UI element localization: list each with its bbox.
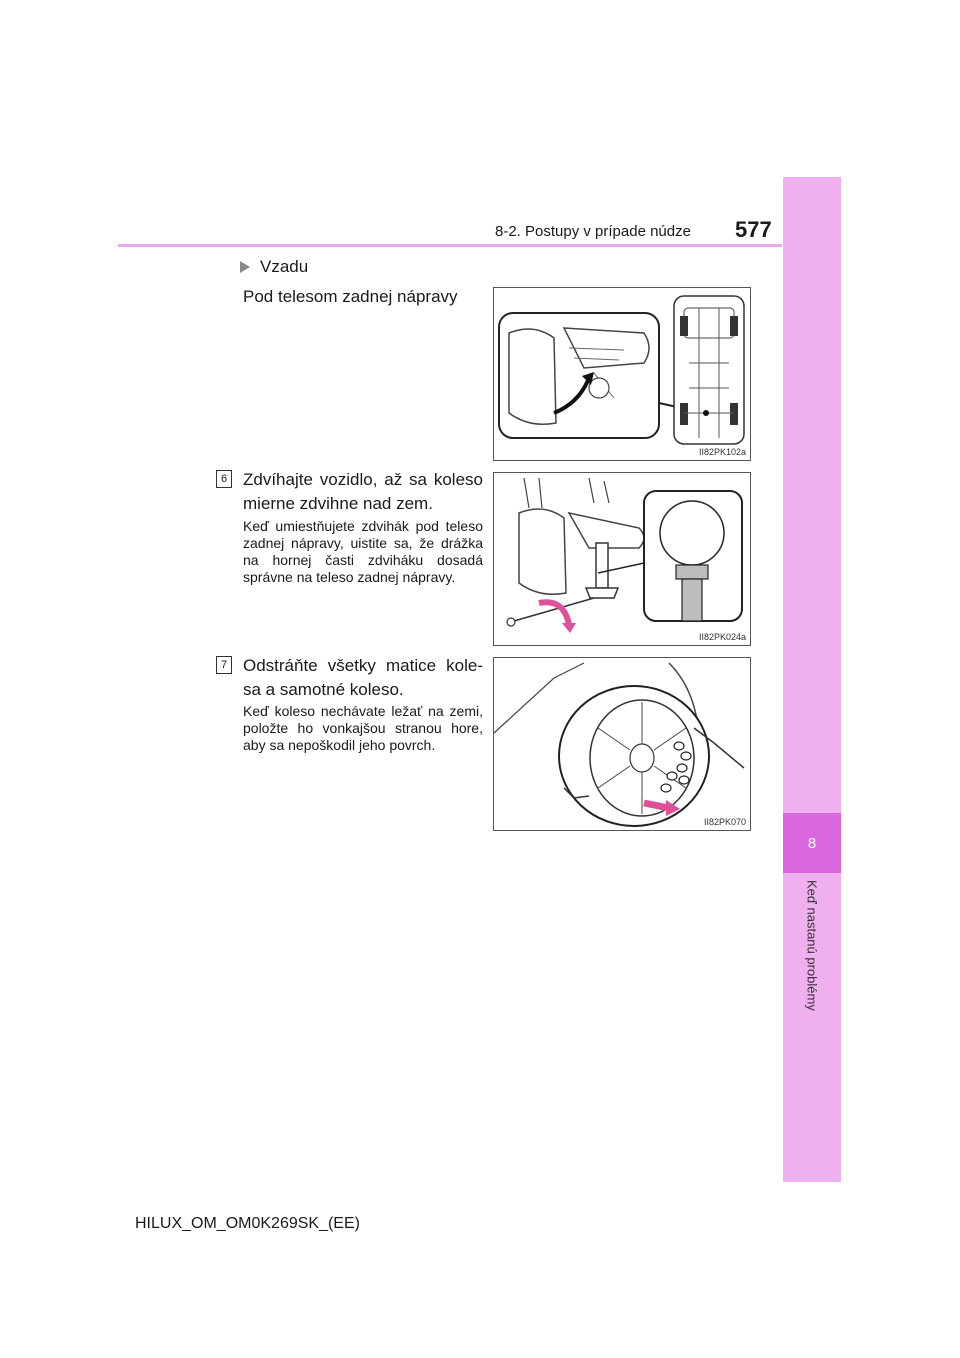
rear-description: Pod telesom zadnej nápravy xyxy=(243,287,458,306)
chapter-title: Keď nastanú problémy xyxy=(804,880,820,1011)
step-7-note: Keď koleso nechávate ležať na zemi, položte ho vonkajšou stranou hore, aby sa nepoškodil jeho povrch. xyxy=(243,703,483,753)
illustration-code: II82PK070 xyxy=(703,817,746,827)
illustration-code: II82PK024a xyxy=(698,632,746,642)
step-6-title xyxy=(243,468,483,516)
triangle-bullet-icon xyxy=(240,261,250,273)
header-rule xyxy=(118,244,782,247)
step-7-title-line1: Odstráňte všetky matice kole- xyxy=(243,656,483,675)
jack-lift-illustration xyxy=(493,472,751,646)
bullet-title: Vzadu xyxy=(260,257,309,276)
wheel-removal-illustration xyxy=(493,657,751,831)
step-6-title-line1: Zdvíhajte vozidlo, až sa koleso xyxy=(243,470,483,489)
step-7-badge: 7 xyxy=(216,656,232,674)
chapter-side-tab xyxy=(783,177,841,1182)
chapter-number: 8 xyxy=(807,834,817,852)
wheel-drawing xyxy=(494,658,750,830)
document-id: HILUX_OM_OM0K269SK_(EE) xyxy=(135,1215,360,1232)
step-6-title-line2: mierne zdvihne nad zem. xyxy=(243,494,433,513)
page-number: 577 xyxy=(735,217,772,242)
illustration-code: II82PK102a xyxy=(698,447,746,457)
chapter-number-tab xyxy=(783,813,841,873)
step-7-title xyxy=(243,654,483,702)
section-title: 8-2. Postupy v prípade núdze xyxy=(495,223,691,240)
rear-jack-point-illustration xyxy=(493,287,751,461)
step-6-note: Keď umiestňujete zdvihák pod teleso zadnej nápravy, uistite sa, že drážka na hornej časti zdviháku dosadá správne na teleso zadnej nápravy. xyxy=(243,518,483,585)
rear-axle-drawing xyxy=(494,288,750,460)
step-7-title-line2: sa a samotné koleso. xyxy=(243,680,404,699)
rear-bullet xyxy=(240,257,308,277)
jack-drawing xyxy=(494,473,750,645)
step-6-badge: 6 xyxy=(216,470,232,488)
